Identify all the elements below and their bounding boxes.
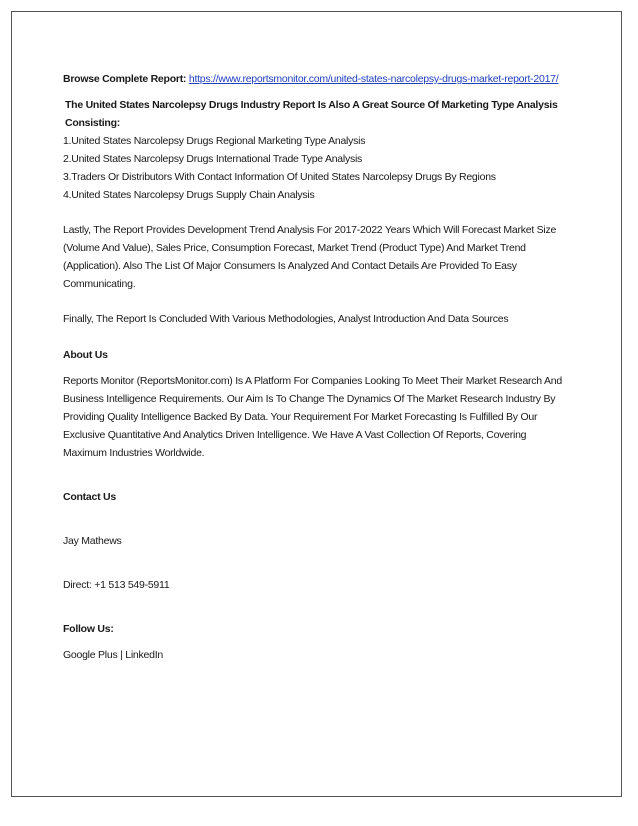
contact-direct-phone: Direct: +1 513 549-5911 [63,579,170,591]
follow-heading: Follow Us: [63,623,114,635]
analysis-item-4: 4.United States Narcolepsy Drugs Supply Chain Analysis [63,189,315,201]
social-links[interactable]: Google Plus | LinkedIn [63,649,163,661]
report-url-link[interactable]: https://www.reportsmonitor.com/united-states-narcolepsy-drugs-market-report-2017/ [188,73,559,85]
document-content [63,70,563,664]
finally-paragraph: Finally, The Report Is Concluded With Various Methodologies, Analyst Introduction And Data Sources [63,313,509,325]
analysis-item-2: 2.United States Narcolepsy Drugs International Trade Type Analysis [63,153,363,165]
browse-report-label: Browse Complete Report: [63,73,187,85]
about-heading: About Us [63,349,108,361]
contact-heading: Contact Us [63,491,116,503]
about-text: Reports Monitor (ReportsMonitor.com) Is A Platform For Companies Looking To Meet Their Market Research And Business Intelligence Requirements. Our Aim Is To Change The Dynamics Of The Market Research Industry By Providing Quality Intelligence Backed By Data. Your Requirement For Market Forecasting Is Fulfilled By Our Exclusive Quantitative And Analytics Driven Intelligence. We Have A Vast Collection Of Reports, Covering Maximum Industries Worldwide. [63,375,562,459]
contact-name: Jay Mathews [63,535,122,547]
analysis-heading: The United States Narcolepsy Drugs Industry Report Is Also A Great Source Of Marketing Type Analysis Consisting: [65,99,558,129]
lastly-paragraph: Lastly, The Report Provides Development Trend Analysis For 2017-2022 Years Which Will Forecast Market Size (Volume And Value), Sales Price, Consumption Forecast, Market Trend (Product Type) And Market Trend (Application). Also The List Of Major Consumers Is Analyzed And Contact Details Are Provided To Easy Communicating. [63,224,557,290]
browse-report-line [63,70,563,88]
analysis-item-1: 1.United States Narcolepsy Drugs Regional Marketing Type Analysis [63,135,366,147]
analysis-item-3: 3.Traders Or Distributors With Contact Information Of United States Narcolepsy Drugs By Regions [63,171,496,183]
